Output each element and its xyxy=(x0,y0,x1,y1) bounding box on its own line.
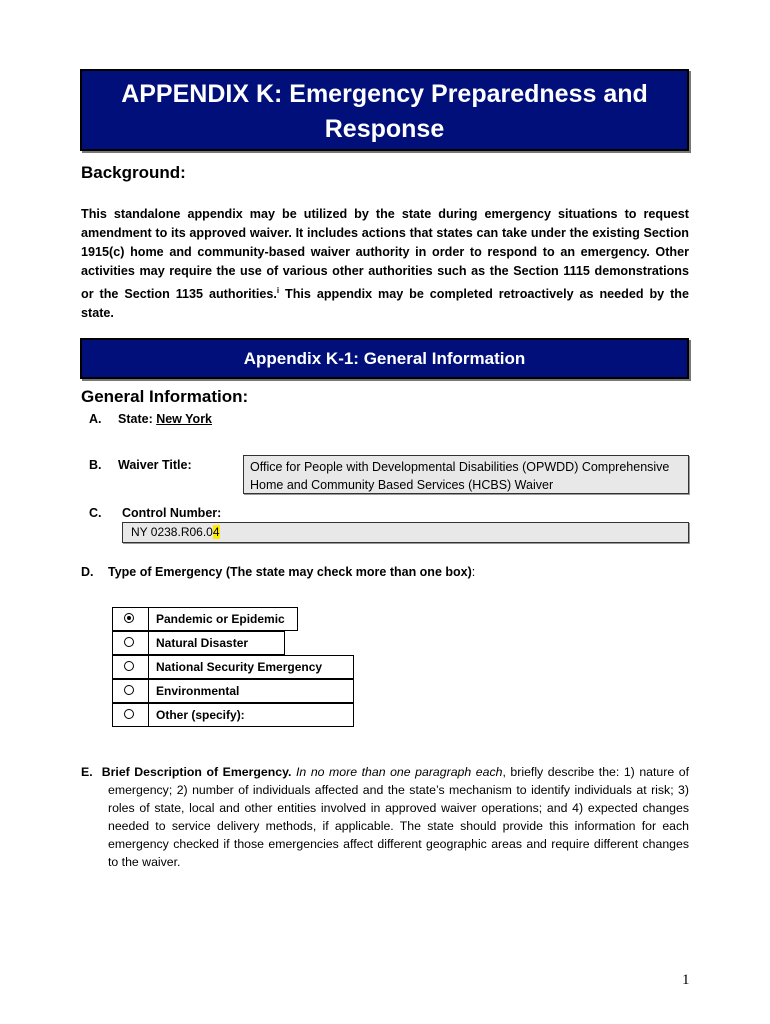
appendix-title-line1: APPENDIX K: Emergency Preparedness and xyxy=(121,80,648,108)
radio-unchecked-icon xyxy=(124,637,134,647)
radio-checked-icon xyxy=(124,613,134,623)
natural-disaster-checkbox[interactable] xyxy=(112,631,149,655)
background-paragraph: This standalone appendix may be utilized by the state during emergency situations to request amendment to its approved waiver. It includes actions that states can take under the existing Section 1915(c) home and community-based waiver authority in order to respond to an emergency. Other activities may require the use of various other authorities such as the Section 1115 demonstrations or the Section 1135 authorities.$^i$ This appendix may be completed retroactively as needed by the state. xyxy=(81,207,689,321)
emergency-label: Other (specify): xyxy=(149,703,354,727)
section-e-text: , briefly describe the: 1) nature of emergency; 2) number of individuals affected and the state’s mechanism to identify individuals at risk; 3) roles of state, local and other entities involved in approved waiver operations; and 4) expected changes needed to service delivery methods, if applicable. The state should provide this information for each emergency checked if those emergencies affect different geographic areas and require different changes to the waiver. xyxy=(108,765,689,869)
waiver-title-field[interactable]: Office for People with Developmental Disabilities (OPWDD) Comprehensive Home and Community Based Services (HCBS) Waiver xyxy=(243,455,689,494)
emergency-label: Environmental xyxy=(149,679,354,703)
appendix-title-banner xyxy=(80,69,689,151)
state-field xyxy=(118,412,212,426)
item-d-letter: D. xyxy=(81,565,94,579)
item-a-letter: A. xyxy=(89,412,102,426)
page-number: 1 xyxy=(682,972,690,988)
pandemic-checkbox[interactable] xyxy=(112,607,149,631)
section-e-italic: In no more than one paragraph each xyxy=(296,765,503,779)
background-heading: Background: xyxy=(81,163,186,182)
state-label: State: xyxy=(118,412,157,426)
emergency-type-label: Type of Emergency (The state may check more than one box): xyxy=(108,565,476,579)
state-value: New York xyxy=(156,412,213,426)
section-e-letter: E. xyxy=(81,765,93,779)
radio-unchecked-icon xyxy=(124,709,134,719)
radio-unchecked-icon xyxy=(124,661,134,671)
section-e-label: Brief Description of Emergency. xyxy=(101,765,292,779)
emergency-label: Natural Disaster xyxy=(149,631,285,655)
emergency-label: National Security Emergency xyxy=(149,655,354,679)
radio-unchecked-icon xyxy=(124,685,134,695)
environmental-checkbox[interactable] xyxy=(112,679,149,703)
item-c-letter: C. xyxy=(89,506,102,520)
item-b-letter: B. xyxy=(89,458,102,472)
general-info-heading: General Information: xyxy=(81,387,249,406)
footnote-mark[interactable]: i xyxy=(276,286,280,295)
section-e-paragraph xyxy=(81,763,689,871)
section-k1-banner: Appendix K-1: General Information xyxy=(80,338,689,379)
emergency-label: Pandemic or Epidemic xyxy=(149,607,298,631)
other-checkbox[interactable] xyxy=(112,703,149,727)
waiver-title-label: Waiver Title: xyxy=(118,458,192,472)
appendix-title-line2: Response xyxy=(324,115,445,143)
national-security-checkbox[interactable] xyxy=(112,655,149,679)
control-number-highlight: 4 xyxy=(212,525,220,539)
control-number-label: Control Number: xyxy=(122,506,222,520)
control-number-field[interactable]: NY 0238.R06.04 xyxy=(122,522,689,543)
